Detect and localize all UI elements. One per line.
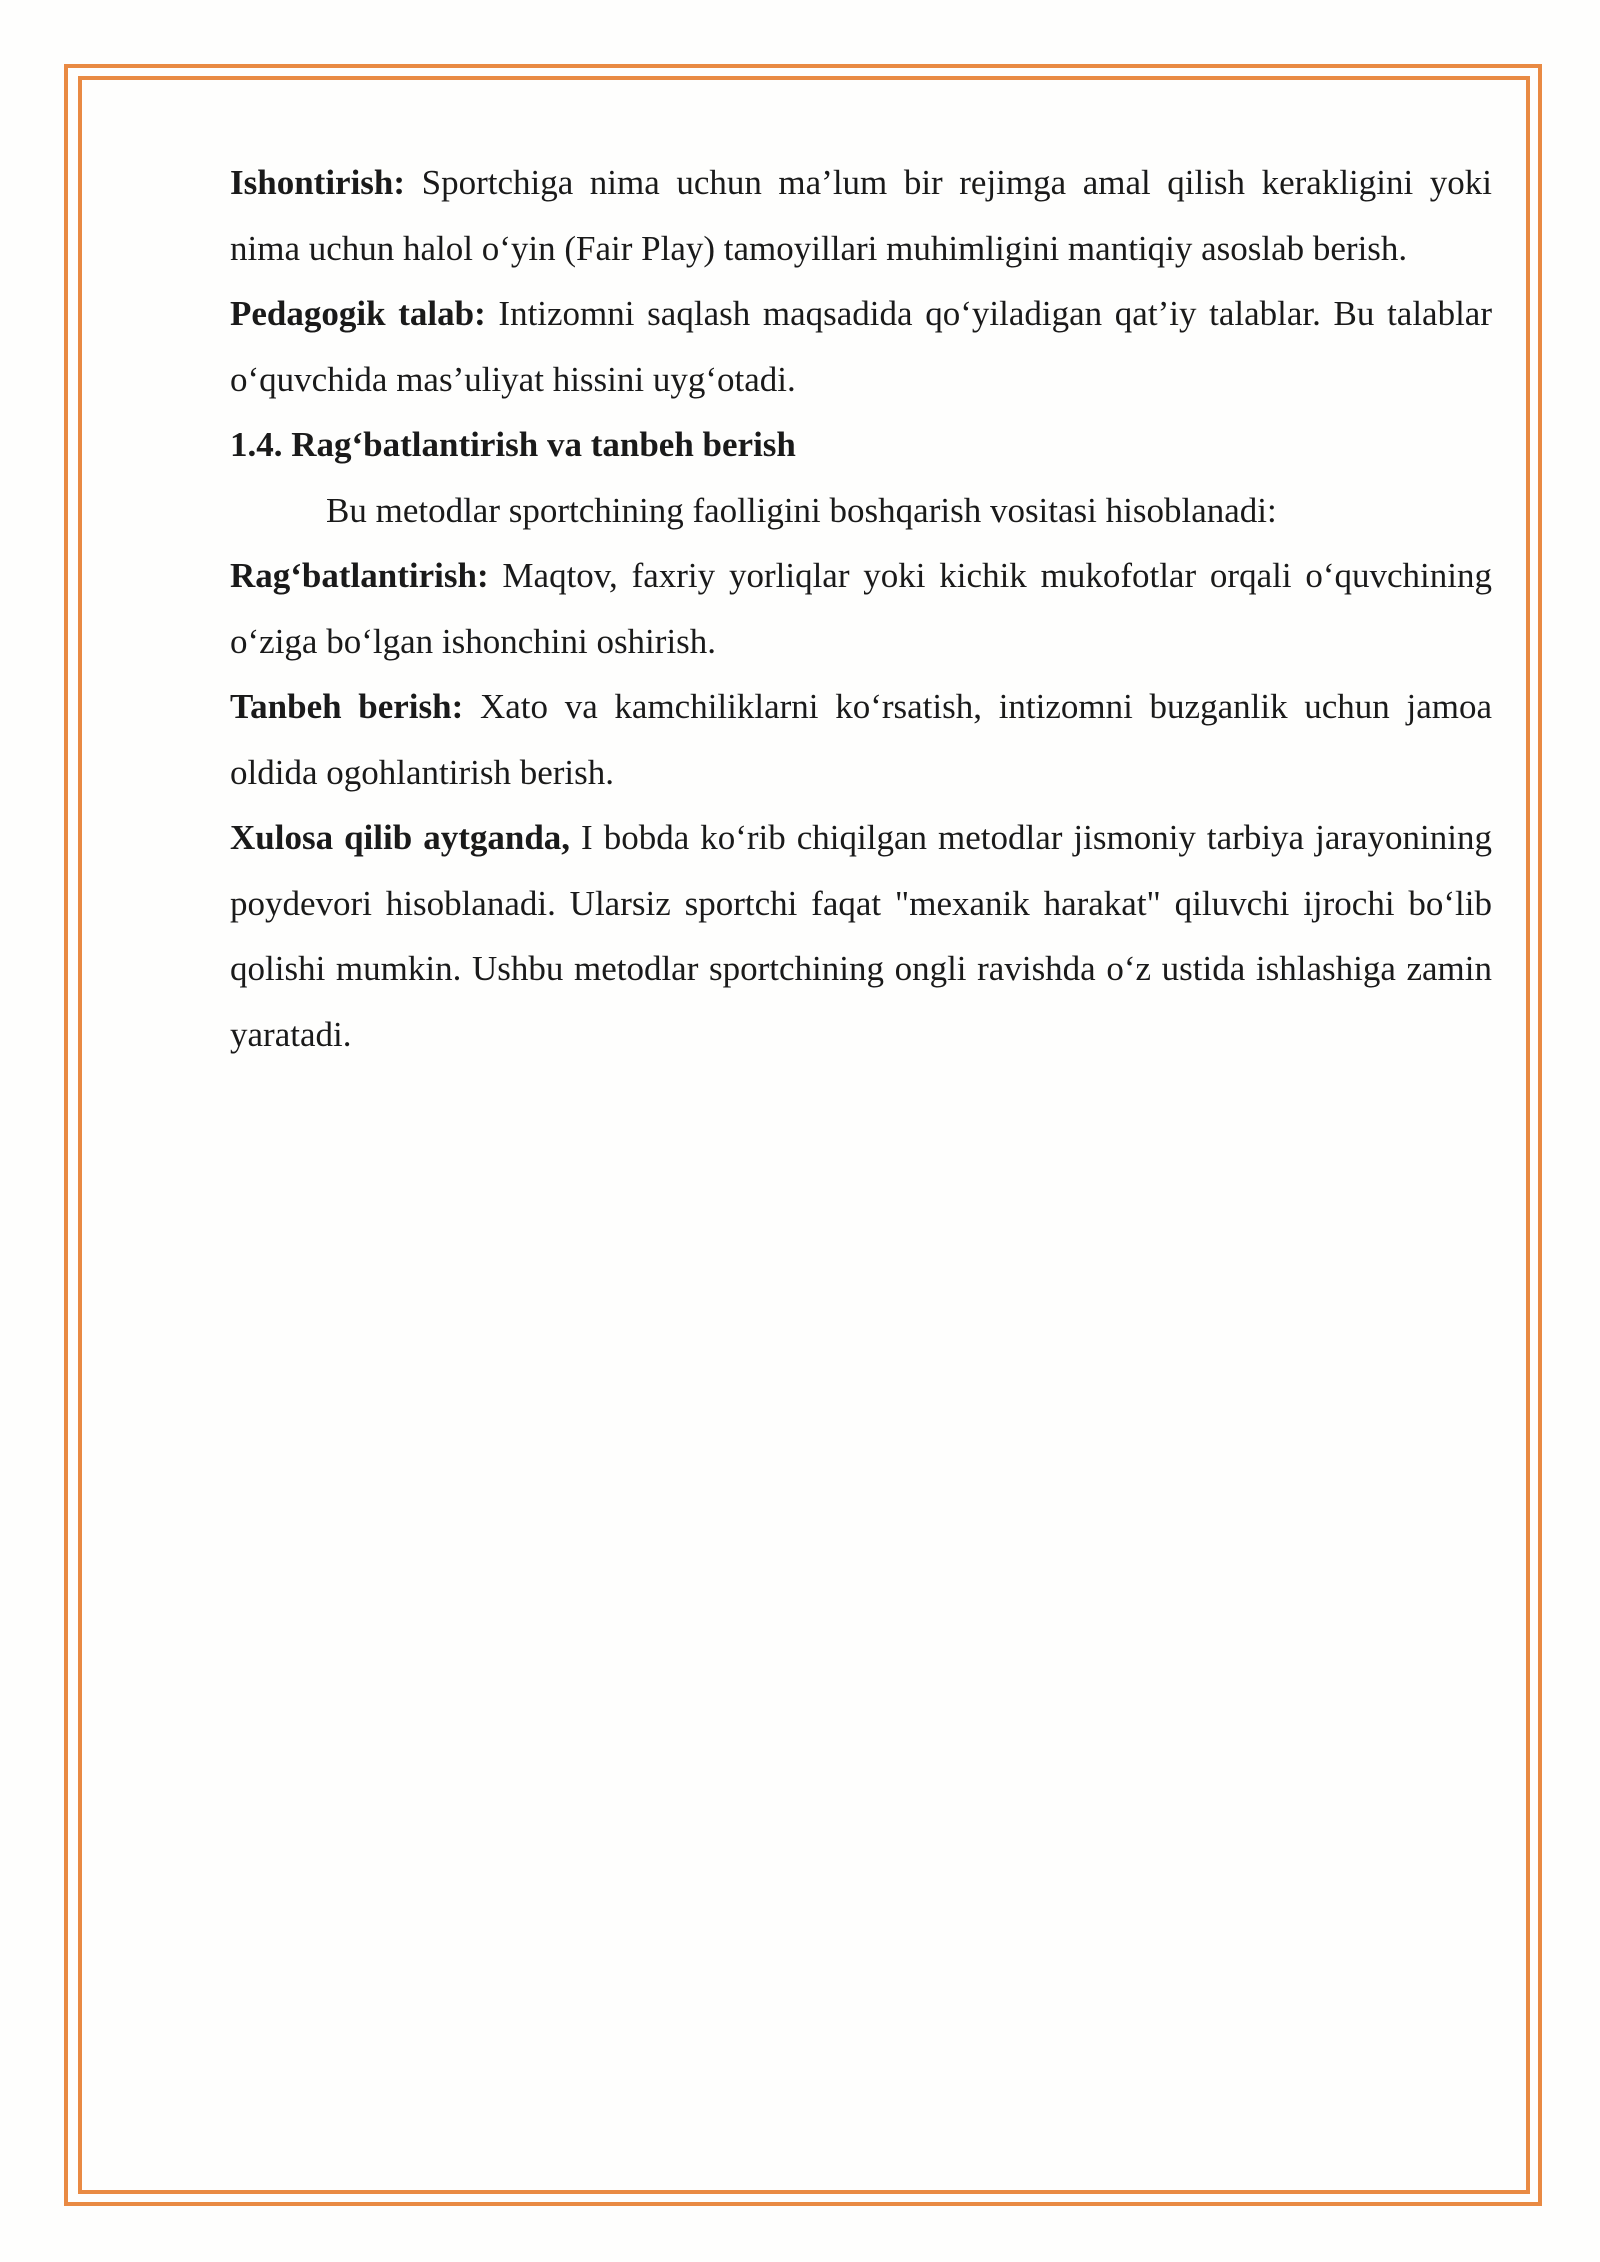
paragraph-ishontirish <box>230 150 1492 281</box>
paragraph-pedagogik-talab <box>230 281 1492 412</box>
document-body <box>230 150 1492 1067</box>
paragraph-text: Intizomni saqlash maqsadida qo‘yiladigan qat’iy talablar. Bu talablar o‘quvchida mas’uliyat hissini uyg‘otadi. <box>230 294 1492 399</box>
term-tanbeh-berish: Tanbeh berish: <box>230 687 464 726</box>
section-heading: 1.4. Rag‘batlantirish va tanbeh berish <box>230 425 796 464</box>
paragraph-text: Xato va kamchiliklarni ko‘rsatish, intizomni buzganlik uchun jamoa oldida ogohlantirish berish. <box>230 687 1493 792</box>
section-intro: Bu metodlar sportchining faolligini boshqarish vositasi hisoblanadi: <box>326 490 1277 530</box>
term-ishontirish: Ishontirish: <box>230 163 406 202</box>
paragraph-text: Maqtov, faxriy yorliqlar yoki kichik mukofotlar orqali o‘quvchining o‘ziga bo‘lgan ishonchini oshirish. <box>230 556 1492 661</box>
paragraph-xulosa <box>230 805 1492 1067</box>
term-ragbatlantirish: Rag‘batlantirish: <box>230 556 489 595</box>
paragraph-text: I bobda ko‘rib chiqilgan metodlar jismoniy tarbiya jarayonining poydevori hisoblanadi. Ularsiz sportchi faqat "mexanik harakat" qiluvchi ijrochi bo‘lib qolishi mumkin. Ushbu metodlar sportchining ongli ravishda o‘z ustida ishlashiga zamin yaratadi. <box>230 818 1492 1054</box>
term-pedagogik-talab: Pedagogik talab: <box>230 294 486 333</box>
paragraph-ragbatlantirish <box>230 543 1492 674</box>
paragraph-text: Sportchiga nima uchun ma’lum bir rejimga amal qilish kerakligini yoki nima uchun halol o‘yin (Fair Play) tamoyillari muhimligini mantiqiy asoslab berish. <box>230 163 1492 268</box>
paragraph-tanbeh-berish <box>230 674 1492 805</box>
term-xulosa: Xulosa qilib aytganda, <box>230 818 571 857</box>
